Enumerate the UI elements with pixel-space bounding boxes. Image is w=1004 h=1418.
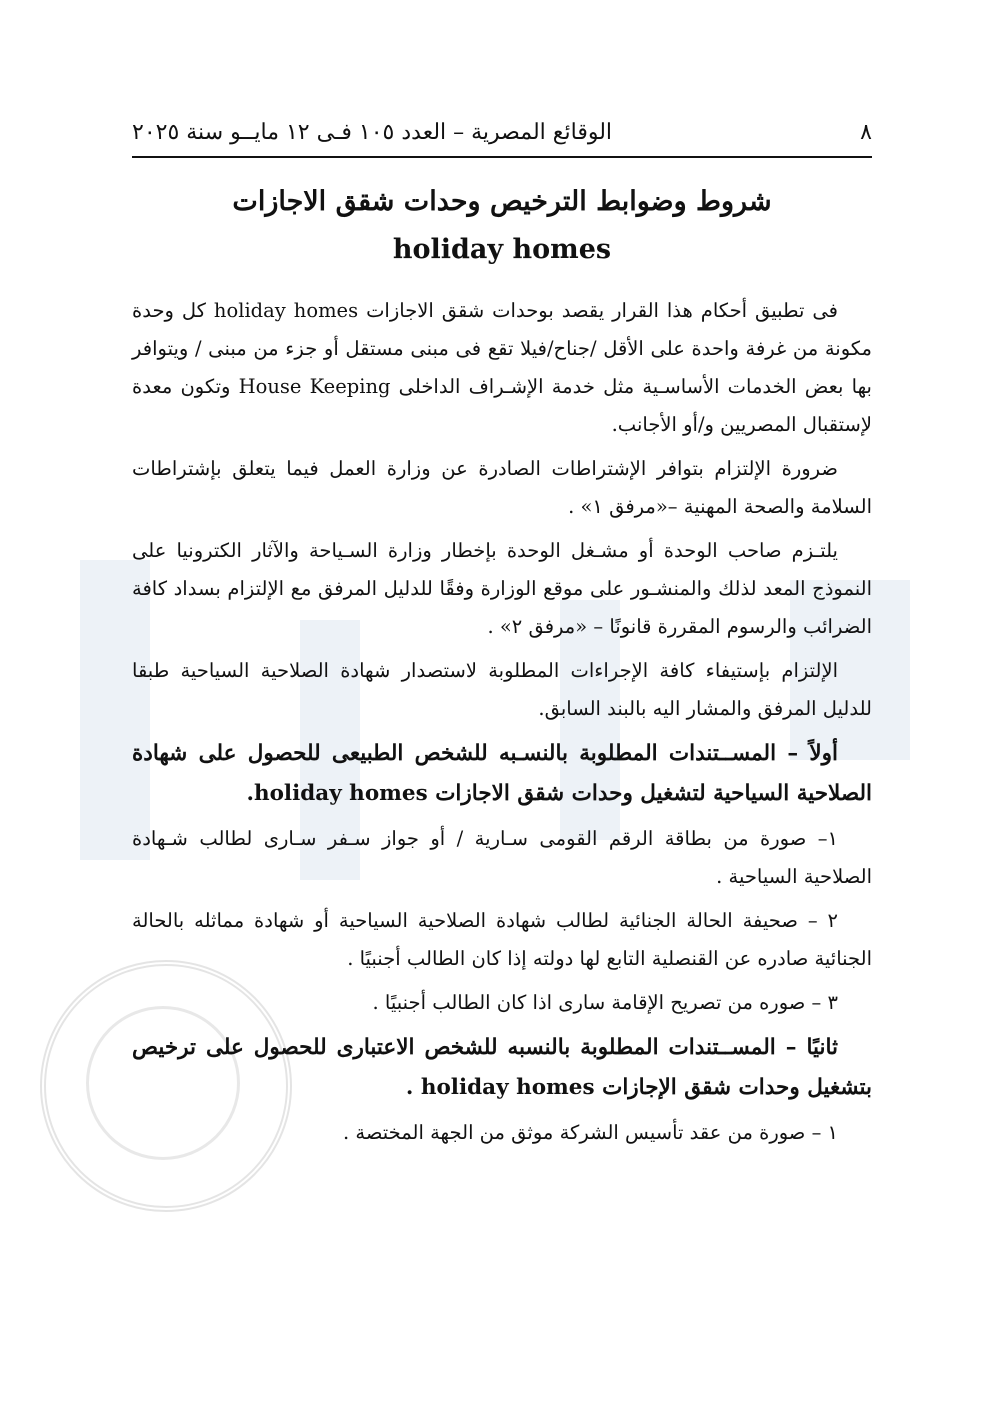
paragraph-notify: يلتـزم صاحب الوحدة أو مشـغل الوحدة بإخطار وزارة السـياحة والآثار الكترونيا على النموذج المعد لذلك والمنشـور على موقع الوزارة وفقًا للدليل المرفق مع الإلتزام بسداد كافة الضرائب والرسوم المقررة قانونًا – «مرفق ٢» . [132, 539, 872, 638]
publication-line: الوقائع المصرية – العدد ١٠٥ فـى ١٢ مايــو سنة ٢٠٢٥ [132, 119, 613, 145]
section-two-heading: ثانيًا – المســتندات المطلوبة بالنسبه للشخص الاعتبارى للحصول على ترخيص بتشغيل وحدات شقق الإجازات holiday homes . [132, 1035, 872, 1100]
document-title: شروط وضوابط الترخيص وحدات شقق الاجازات [232, 186, 772, 217]
document-body [132, 292, 872, 1158]
section-two-item: ١ – صورة من عقد تأسيس الشركة موثق من الجهة المختصة . [343, 1121, 838, 1144]
section-one-item: ٢ – صحيفة الحالة الجنائية لطالب شهادة الصلاحية السياحية أو شهادة مماثله بالحالة الجنائية صادره عن القنصلية التابع لها دولته إذا كان الطالب أجنبيًا . [132, 909, 872, 970]
section-one-heading: أولاً – المســتندات المطلوبة بالنسـبه للشخص الطبيعى للحصول على شهادة الصلاحية السياحية لتشغيل وحدات شقق الاجازات holiday homes. [132, 741, 872, 806]
section-one-item: ٣ – صوره من تصريح الإقامة سارى اذا كان الطالب أجنبيًا . [372, 991, 838, 1014]
section-one-item: ١– صورة من بطاقة الرقم القومى سـارية / أو جواز سـفر سـارى لطالب شـهادة الصلاحية السياحية . [132, 827, 872, 888]
page-number: ٨ [860, 119, 872, 145]
paragraph-safety: ضرورة الإلتزام بتوافر الإشتراطات الصادرة عن وزارة العمل فيما يتعلق بإشتراطات السلامة والصحة المهنية –«مرفق ١» . [132, 457, 872, 518]
page-header [132, 112, 872, 152]
document-title-english: holiday homes [392, 234, 612, 265]
paragraph-definition: فى تطبيق أحكام هذا القرار يقصد بوحدات شقق الاجازات holiday homes كل وحدة مكونة من غرفة واحدة على الأقل /جناح/فيلا تقع فى مبنى مستقل أو جزء من مبنى / ويتوافر بها بعض الخدمات الأساسـية مثل خدمة الإشـراف الداخلى House Keeping وتكون معدة لإستقبال المصريين و/أو الأجانب. [132, 299, 872, 436]
header-divider [132, 156, 872, 158]
paragraph-procedures: الإلتزام بإستيفاء كافة الإجراءات المطلوبة لاستصدار شهادة الصلاحية السياحية طبقا للدليل المرفق والمشار اليه بالبند السابق. [132, 659, 872, 720]
